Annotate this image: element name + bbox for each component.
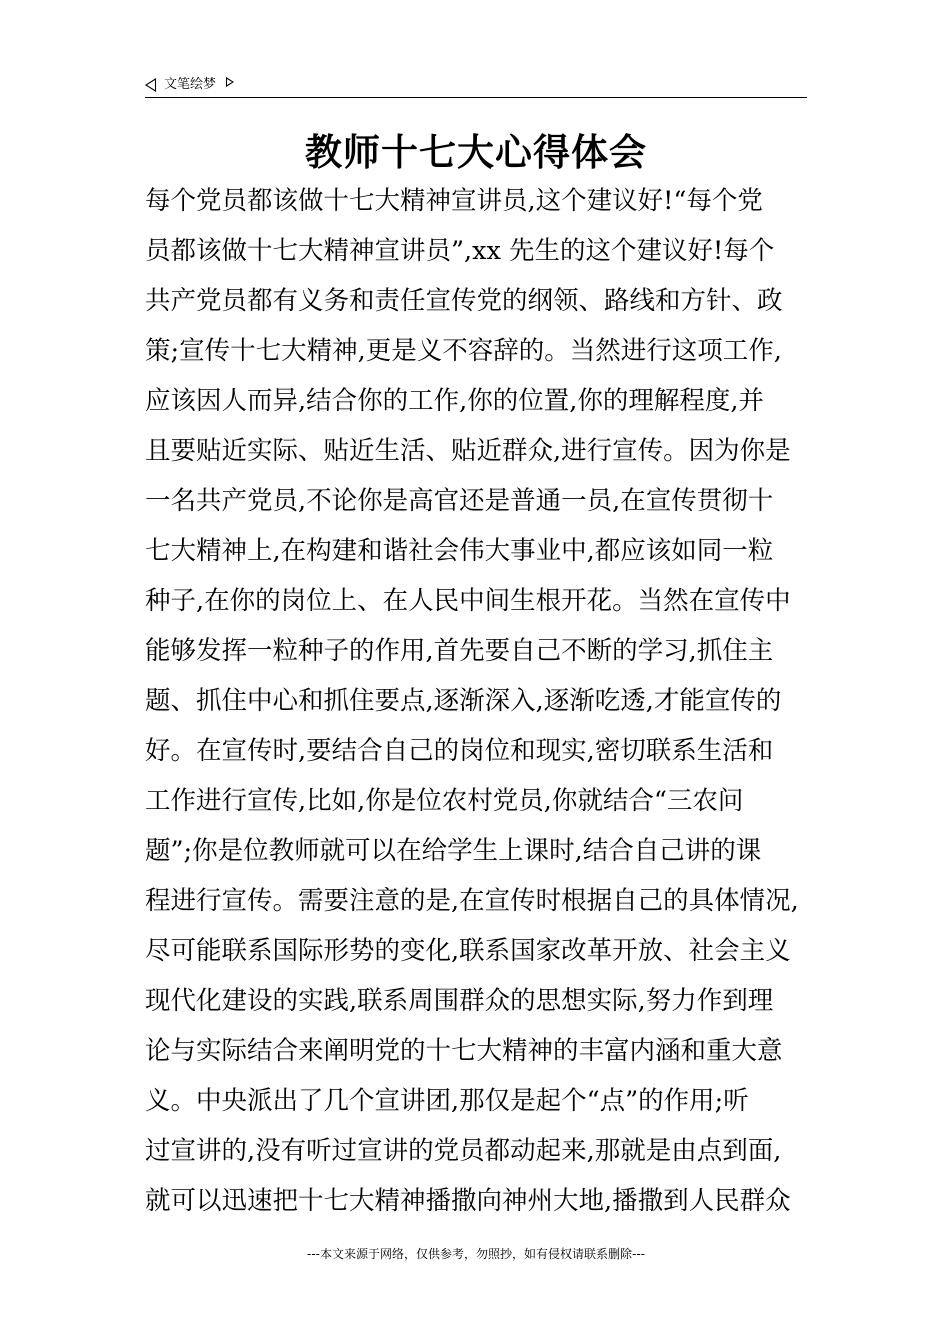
- document-title: 教师十七大心得体会: [305, 130, 647, 174]
- body-line: 过宣讲的,没有听过宣讲的党员都动起来,那就是由点到面,: [145, 1136, 782, 1166]
- triangle-left-icon: [145, 78, 156, 92]
- body-line: 应该因人而异,结合你的工作,你的位置,你的理解程度,并: [145, 386, 764, 416]
- triangle-right-icon: [226, 77, 234, 87]
- body-line: 每个党员都该做十七大精神宣讲员,这个建议好!“每个党: [145, 186, 763, 216]
- body-line: 好。在宣传时,要结合自己的岗位和现实,密切联系生活和: [145, 736, 774, 766]
- document-body: [145, 176, 809, 1226]
- body-line: 共产党员都有义务和责任宣传党的纲领、路线和方针、政: [145, 286, 783, 316]
- body-line: 七大精神上,在构建和谐社会伟大事业中,都应该如同一粒: [145, 536, 774, 566]
- body-line: 论与实际结合来阐明党的十七大精神的丰富内涵和重大意: [145, 1036, 783, 1066]
- body-line: 题”;你是位教师就可以在给学生上课时,结合自己讲的课: [145, 836, 762, 866]
- body-line: 题、抓住中心和抓住要点,逐渐深入,逐渐吃透,才能宣传的: [145, 686, 782, 716]
- page-footer-notice: ---本文来源于网络，仅供参考，勿照抄，如有侵权请联系删除---: [307, 1247, 645, 1261]
- page-header: [145, 74, 807, 96]
- header-divider: [145, 97, 807, 98]
- body-line: 种子,在你的岗位上、在人民中间生根开花。当然在宣传中: [145, 586, 791, 616]
- body-line: 义。中央派出了几个宣讲团,那仅是起个“点”的作用;听: [145, 1086, 749, 1116]
- body-line: 一名共产党员,不论你是高官还是普通一员,在宣传贯彻十: [145, 486, 774, 516]
- body-line: 员都该做十七大精神宣讲员”,xx 先生的这个建议好!每个: [145, 236, 775, 266]
- body-line: 能够发挥一粒种子的作用,首先要自己不断的学习,抓住主: [145, 636, 774, 666]
- body-line: 尽可能联系国际形势的变化,联系国家改革开放、社会主义: [145, 936, 791, 966]
- body-line: 就可以迅速把十七大精神播撒向神州大地,播撒到人民群众: [145, 1186, 791, 1216]
- body-line: 现代化建设的实践,联系周围群众的思想实际,努力作到理: [145, 986, 774, 1016]
- body-line: 工作进行宣传,比如,你是位农村党员,你就结合“三农问: [145, 786, 744, 816]
- header-label: 文笔绘梦: [164, 77, 217, 92]
- body-line: 且要贴近实际、贴近生活、贴近群众,进行宣传。因为你是: [145, 436, 791, 466]
- body-line: 策;宣传十七大精神,更是义不容辞的。当然进行这项工作,: [145, 336, 782, 366]
- body-line: 程进行宣传。需要注意的是,在宣传时根据自己的具体情况,: [145, 886, 799, 916]
